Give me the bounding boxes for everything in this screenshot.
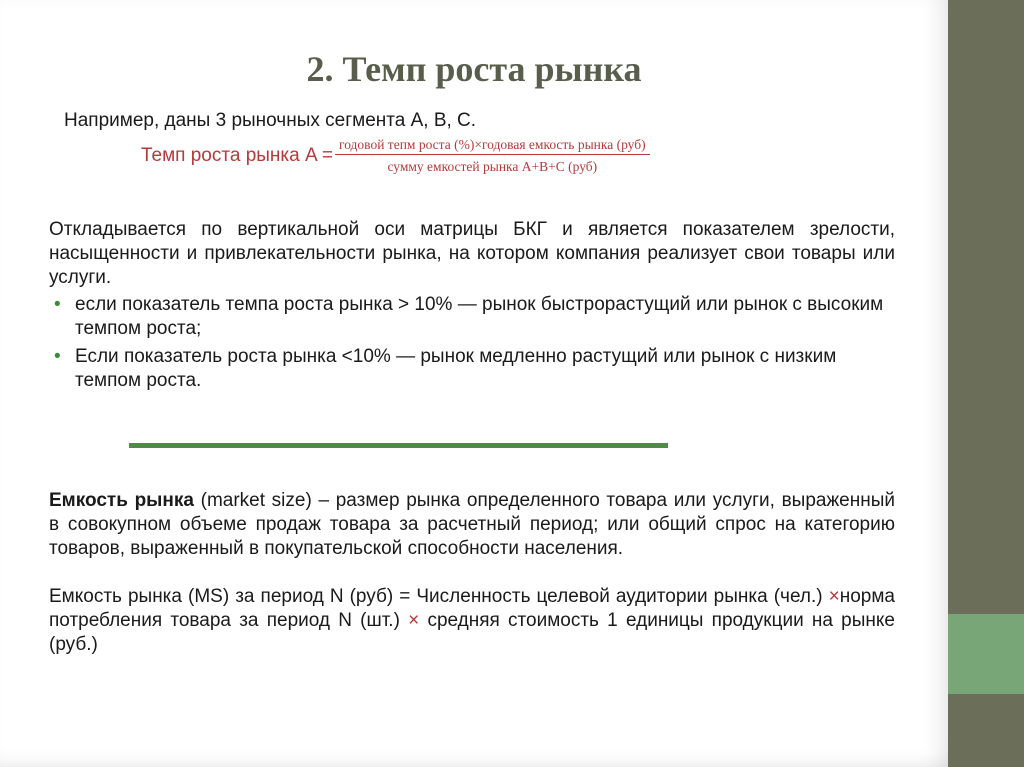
intro-text: Например, даны 3 рыночных сегмента A, B, C. bbox=[64, 110, 477, 131]
multiply-icon: × bbox=[408, 610, 420, 631]
formula-fraction bbox=[335, 137, 650, 175]
formula-part: норма потребления товара за период N (шт.) bbox=[49, 586, 895, 631]
bullet-text: если показатель темпа роста рынка > 10% — рынок быстрорастущий или рынок с высоким темпом роста; bbox=[75, 294, 884, 339]
bullet-icon: • bbox=[54, 346, 61, 367]
divider bbox=[129, 443, 668, 448]
formula-part: Емкость рынка (MS) за период N (руб) = Численность целевой аудитории рынка (чел.) bbox=[49, 586, 829, 607]
list-item bbox=[49, 293, 895, 341]
slide-title: 2. Темп роста рынка bbox=[306, 49, 642, 89]
formula-part: средняя стоимость 1 единицы продукции на рынке (руб.) bbox=[49, 610, 895, 655]
bullet-text: Если показатель роста рынка <10% — рынок медленно растущий или рынок с низким темпом роста. bbox=[75, 346, 837, 391]
list-item bbox=[49, 345, 895, 393]
formula-numerator: годовой тепм роста (%)×годовая емкость рынка (руб) bbox=[335, 137, 650, 155]
market-size-definition bbox=[49, 489, 895, 561]
formula-label: Темп роста рынка A = bbox=[141, 145, 333, 166]
formula-denominator: сумму емкостей рынка A+B+C (руб) bbox=[387, 159, 598, 174]
bullet-icon: • bbox=[54, 294, 61, 315]
term-bold: Емкость рынка bbox=[49, 490, 194, 511]
definition-text: (market size) – размер рынка определенного товара или услуги, выраженный в совокупном объеме продаж товара за расчетный период; или общий спрос на категорию товаров, выраженный в покупательской способности населения. bbox=[49, 490, 895, 559]
bullet-list bbox=[49, 293, 895, 397]
market-size-formula bbox=[49, 585, 895, 657]
formula bbox=[141, 137, 650, 175]
side-stripe-green bbox=[948, 614, 1024, 694]
bcg-description: Откладывается по вертикальной оси матрицы БКГ и является показателем зрелости, насыщенности и привлекательности рынка, на котором компания реализует свои товары или услуги. bbox=[49, 219, 895, 288]
multiply-icon: × bbox=[828, 586, 840, 607]
